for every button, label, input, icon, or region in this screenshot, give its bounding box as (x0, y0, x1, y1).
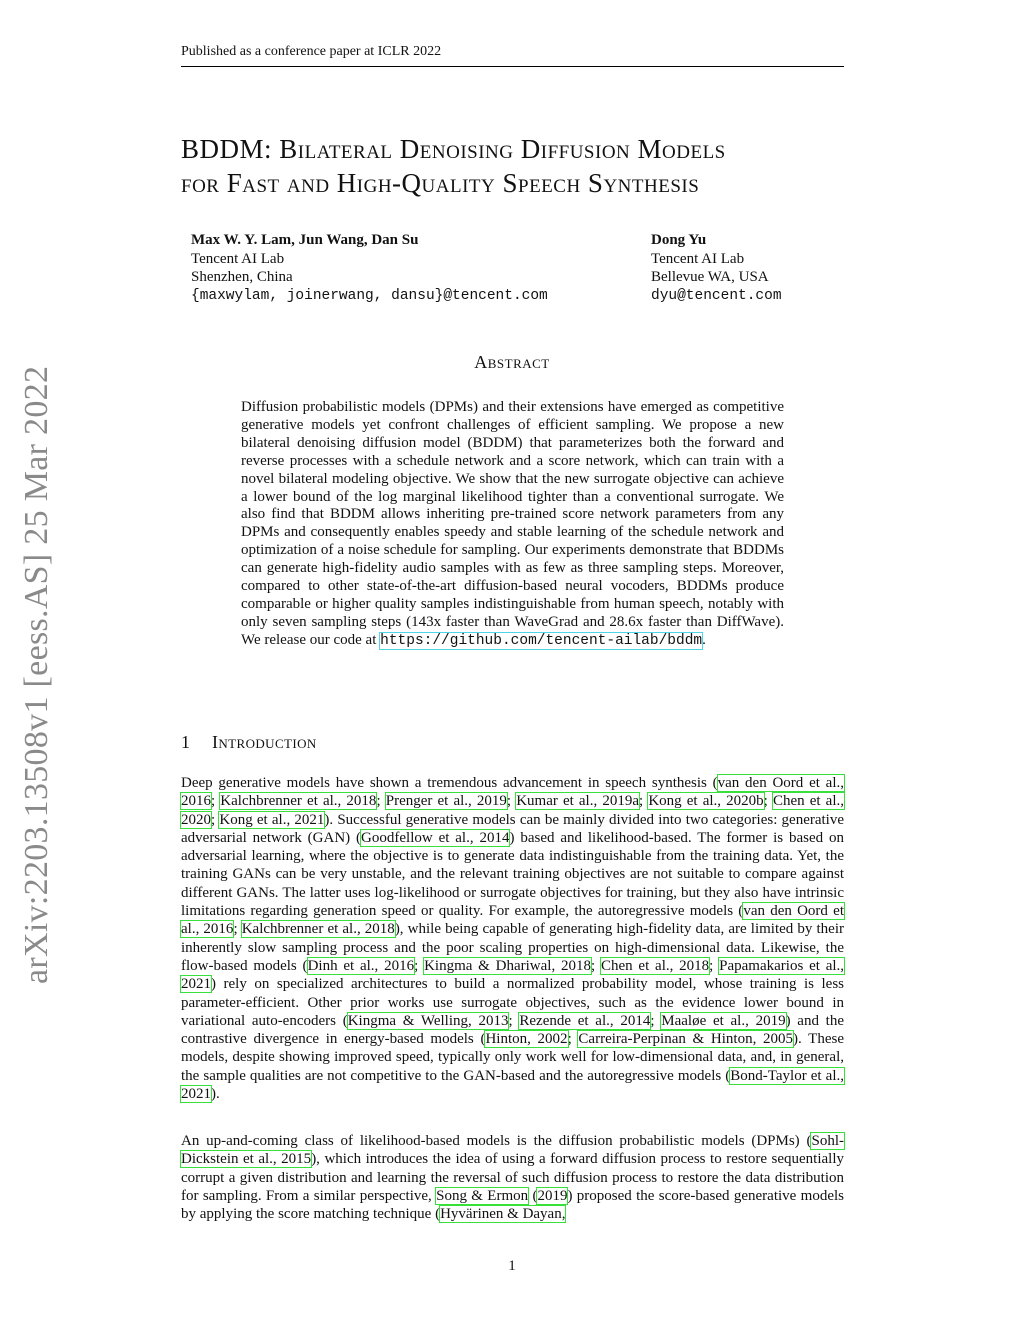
citation-link[interactable]: Kalchbrenner et al., 2018 (241, 921, 395, 938)
citation-link[interactable]: Hyvärinen & Dayan, (440, 1206, 566, 1223)
citation-link[interactable]: Kumar et al., 2019a (516, 793, 640, 810)
text-run: ). (211, 1086, 220, 1103)
citation-link[interactable]: Chen et al., 2020 (181, 793, 845, 828)
author-names: Max W. Y. Lam, Jun Wang, Dan Su (191, 232, 419, 248)
text-run: ) and the contrastive divergence in energy-based models ( (181, 1012, 845, 1048)
intro-paragraph-1: Deep generative models have shown a tremendous advancement in speech synthesis (van den Oord et al., 2016; Kalchbrenner et al., 2018; Prenger et al., 2019; Kumar et al., 2019a; Kong et al., 2020b; Chen et al., 2020; Kong et al., 2021). Successful generative models can be mainly divided into two categories: generative adversarial network (GAN) (Goodfellow et al., 2014) based and likelihood-based. The former is based on adversarial learning, where the objective is to generate data indistinguishable from the training data. Yet, the training GANs can be very unstable, and the relevant training objectives are not suitable to compare against different GANs. The latter uses log-likelihood or surrogate objectives for training, but they also have intrinsic limitations regarding generation speed or quality. For example, the autoregressive models (van den Oord et al., 2016; Kalchbrenner et al., 2018), while being capable of generating high-fidelity data, are limited by their inherently slow sampling process and the poor scaling properties on high-dimensional data. Likewise, the flow-based models (Dinh et al., 2016; Kingma & Dhariwal, 2018; Chen et al., 2018; Papamakarios et al., 2021) rely on specialized architectures to build a normalized probability model, whose training is less parameter-efficient. Other prior works use surrogate objectives, such as the evidence lower bound in variational auto-encoders (Kingma & Welling, 2013; Rezende et al., 2014; Maaløe et al., 2019) and the contrastive divergence in energy-based models (Hinton, 2002; Carreira-Perpinan & Hinton, 2005). These models, despite showing improved speed, typically only work well for low-dimensional data, and, in general, the sample qualities are not competitive to the GAN-based and the autoregressive models (Bond-Taylor et al., 2021). (181, 775, 845, 1103)
text-run: ) proposed the score-based generative models by applying the score matching technique ( (181, 1187, 844, 1223)
text-run: ), while being capable of generating high-fidelity data, are limited by their inherently slow sampling process and the poor scaling properties on high-dimensional data. Likewise, the flow-based models ( (181, 921, 844, 974)
text-run: Deep generative models have shown a tremendous advancement in speech synthesis ( (181, 775, 718, 791)
citation-link[interactable]: Bond-Taylor et al., 2021 (181, 1067, 844, 1103)
author-email: {maxwylam, joinerwang, dansu}@tencent.com (191, 287, 548, 304)
abstract-body: Diffusion probabilistic models (DPMs) and their extensions have emerged as competitive generative models yet confront challenges of efficient sampling. We propose a new bilateral denoising diffusion model (BDDM) that parameterizes both the forward and reverse processes with a schedule network and a score network, which can train with a novel bilateral modeling objective. We show that the new surrogate objective can achieve a lower bound of the log marginal likelihood tighter than a conventional surrogate. We also find that BDDM allows inheriting pre-trained score network parameters from any DPMs and consequently enables speedy and stable learning of the schedule network and optimization of a noise schedule for sampling. Our experiments demonstrate that BDDMs can generate high-fidelity audio samples with as few as three sampling steps. Moreover, compared to other state-of-the-art diffusion-based neural vocoders, BDDMs produce comparable or higher quality samples indistinguishable from human speech, notably with only seven sampling steps (143x faster than WaveGrad and 28.6x faster than DiffWave). We release our code at https://github.com/tencent-ailab/bddm. (241, 399, 784, 649)
author-block-1 (191, 231, 548, 305)
author-affiliation: Tencent AI Lab (651, 250, 745, 267)
author-affiliation: Tencent AI Lab (191, 250, 285, 267)
page-number: 1 (508, 1258, 516, 1274)
text-run: ). These models, despite showing improved speed, typically only work well for low-dimensional data, and, in general, the sample qualities are not competitive to the GAN-based and the autoregressive models ( (181, 1031, 844, 1084)
title-line-2: for Fast and High-Quality Speech Synthesis (181, 168, 700, 198)
citation-link[interactable]: Goodfellow et al., 2014 (361, 829, 510, 846)
code-link[interactable]: https://github.com/tencent-ailab/bddm (380, 632, 703, 649)
citation-link[interactable]: Kingma & Dhariwal, 2018 (424, 957, 591, 974)
citation-link[interactable]: Prenger et al., 2019 (385, 793, 507, 810)
abstract-text: Diffusion probabilistic models (DPMs) and their extensions have emerged as competitive generative models yet confront challenges of efficient sampling. We propose a new bilateral denoising diffusion model (BDDM) that parameterizes both the forward and reverse processes with a schedule network and a score network, which can train with a novel bilateral modeling objective. We show that the new surrogate objective can achieve a lower bound of the log marginal likelihood tighter than a conventional surrogate. We also find that BDDM allows inheriting pre-trained score network parameters from any DPMs and consequently enables speedy and stable learning of the schedule network and optimization of a noise schedule for sampling. Our experiments demonstrate that BDDMs can generate high-fidelity audio samples with as few as three sampling steps. Moreover, compared to other state-of-the-art diffusion-based neural vocoders, BDDMs produce comparable or higher quality samples indistinguishable from human speech, notably with only seven sampling steps (143x faster than WaveGrad and 28.6x faster than DiffWave). We release our code at (241, 399, 784, 648)
citation-link[interactable]: Song & Ermon (436, 1187, 529, 1204)
text-run: ) based and likelihood-based. The former is based on adversarial learning, where the objective is to generate data indistinguishable from the training data. Yet, the training GANs can be very unstable, and the relevant training objectives are not suitable to compare against different GANs. The latter uses log-likelihood or surrogate objectives for training, but they also have intrinsic limitations regarding generation speed or quality. For example, the autoregressive models ( (181, 829, 844, 920)
title-line-1: BDDM: Bilateral Denoising Diffusion Models (181, 134, 726, 164)
citation-link[interactable]: Kingma & Welling, 2013 (347, 1012, 509, 1029)
section-heading (181, 732, 317, 753)
citation-link[interactable]: Chen et al., 2018 (600, 957, 710, 974)
citation-link[interactable]: Papamakarios et al., 2021 (181, 957, 845, 993)
citation-link[interactable]: Kong et al., 2021 (219, 811, 325, 828)
citation-link[interactable]: 2019 (537, 1187, 568, 1204)
arxiv-identifier: arXiv:2203.13508v1 [eess.AS] 25 Mar 2022 (18, 365, 55, 984)
author-location: Bellevue WA, USA (651, 269, 769, 285)
text-run: ). Successful generative models can be mainly divided into two categories: generative adversarial network (GAN) ( (181, 811, 845, 846)
citation-link[interactable]: Sohl-Dickstein et al., 2015 (181, 1133, 844, 1168)
author-email: dyu@tencent.com (651, 287, 782, 304)
text-run: ) rely on specialized architectures to build a normalized probability model, whose training is less parameter-efficient. Other prior works use surrogate objectives, such as the evidence lower bound in variational auto-encoders ( (181, 976, 844, 1029)
paper-title (181, 132, 861, 200)
section-title: Introduction (212, 732, 317, 752)
citation-link[interactable]: Kalchbrenner et al., 2018 (220, 793, 377, 810)
section-number: 1 (181, 732, 191, 752)
abstract-heading: Abstract (474, 352, 550, 372)
author-block-2 (651, 231, 782, 305)
citation-link[interactable]: Dinh et al., 2016 (307, 957, 415, 974)
text-run: An up-and-coming class of likelihood-based models is the diffusion probabilistic models (DPMs) ( (181, 1133, 812, 1149)
citation-link[interactable]: van den Oord et al., 2016 (181, 775, 844, 810)
citation-link[interactable]: Kong et al., 2020b (648, 793, 764, 810)
author-location: Shenzhen, China (191, 269, 293, 285)
intro-paragraph-2 (181, 1132, 844, 1223)
citation-link[interactable]: van den Oord et al., 2016 (181, 903, 844, 938)
citation-link[interactable]: Hinton, 2002 (485, 1031, 568, 1048)
citation-link[interactable]: Carreira-Perpinan & Hinton, 2005 (578, 1031, 794, 1048)
citation-link[interactable]: Maaløe et al., 2019 (661, 1012, 786, 1029)
text-run: ), which introduces the idea of using a forward diffusion process to restore sequentially corrupt a given distribution and learning the reversal of such diffusion process to restore the data distribution for sampling. From a similar perspective, (181, 1151, 845, 1204)
citation-link[interactable]: Rezende et al., 2014 (519, 1012, 651, 1029)
running-header: Published as a conference paper at ICLR 2022 (181, 44, 844, 67)
text-run: ( (528, 1187, 538, 1204)
author-names: Dong Yu (651, 232, 707, 248)
